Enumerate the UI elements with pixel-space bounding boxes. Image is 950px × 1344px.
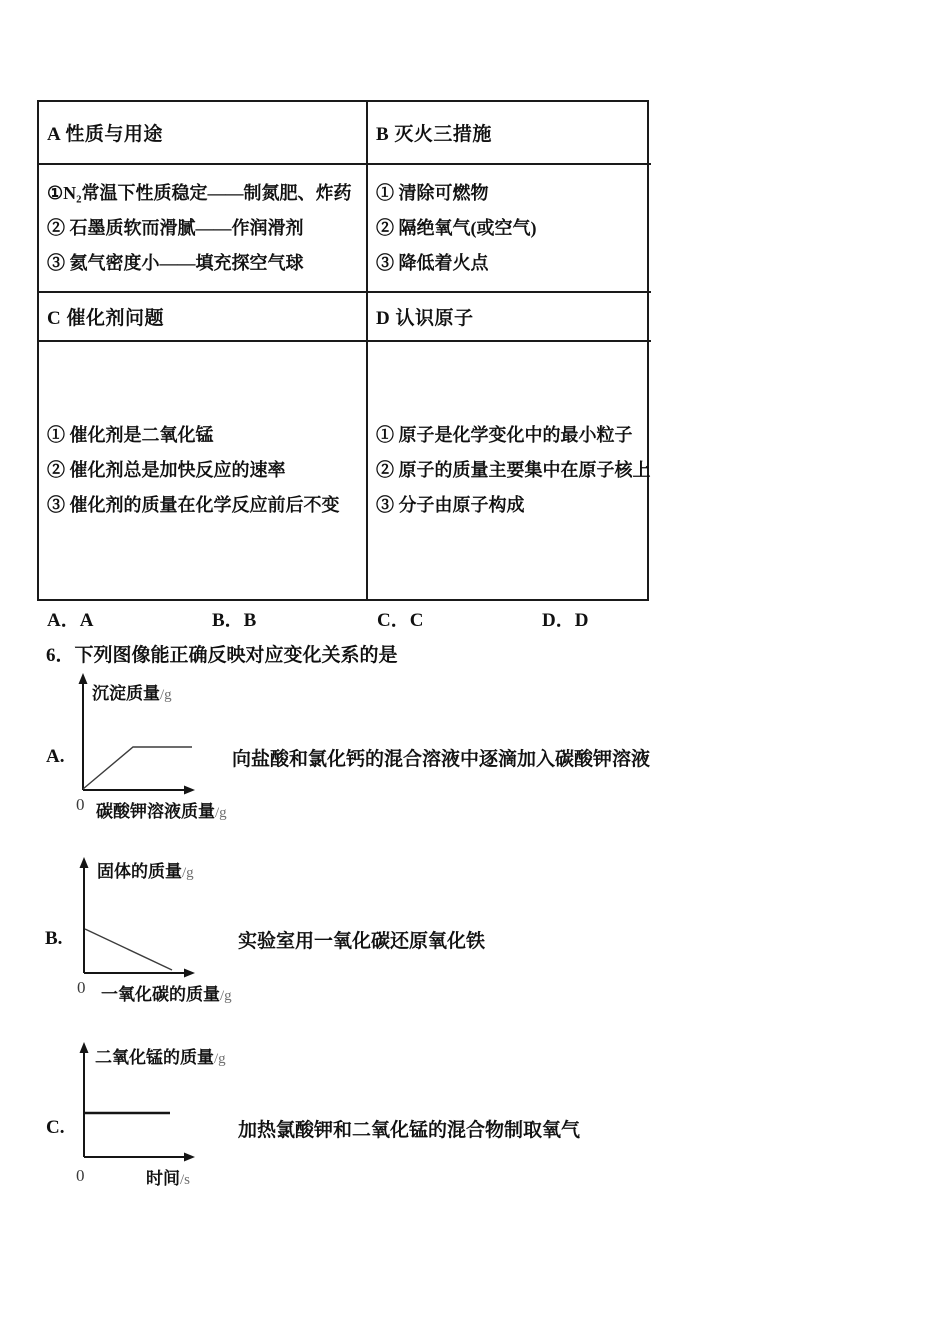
table-cell-a-header — [39, 102, 368, 165]
cell-b-title: B 灭火三措施 — [376, 124, 492, 145]
question5-table — [37, 100, 649, 601]
graph-b-xlabel: 一氧化碳的质量/g — [101, 985, 232, 1004]
graph-a-origin: 0 — [76, 795, 85, 814]
table-cell-d-items — [368, 342, 651, 599]
graph-b-description: 实验室用一氧化碳还原氧化铁 — [238, 931, 486, 952]
question6-stem: 6．下列图像能正确反映对应变化关系的是 — [46, 645, 398, 666]
graph-a-ylabel: 沉淀质量/g — [92, 684, 172, 703]
cell-c-item-3: ③ 催化剂的质量在化学反应前后不变 — [47, 495, 340, 515]
cell-b-item-3: ③ 降低着火点 — [376, 252, 489, 273]
graph-c-letter: C. — [46, 1117, 65, 1138]
graph-c-ylabel: 二氧化锰的质量/g — [95, 1048, 226, 1067]
graph-a-description: 向盐酸和氯化钙的混合溶液中逐滴加入碳酸钾溶液 — [232, 749, 651, 770]
graph-b-ylabel: 固体的质量/g — [97, 862, 194, 881]
graph-c-xlabel: 时间/s — [146, 1169, 191, 1188]
table-cell-b-header — [368, 102, 651, 165]
graph-a-letter: A. — [46, 746, 65, 767]
graph-b-letter: B. — [45, 928, 63, 949]
cell-d-item-3: ③ 分子由原子构成 — [376, 495, 525, 515]
cell-a-item-3: ③ 氦气密度小——填充探空气球 — [47, 252, 304, 273]
graph-c-origin: 0 — [76, 1166, 85, 1185]
cell-a-item-2: ② 石墨质软而滑腻——作润滑剂 — [47, 217, 304, 238]
cell-c-item-2: ② 催化剂总是加快反应的速率 — [47, 460, 286, 480]
cell-b-item-1: ① 清除可燃物 — [376, 182, 489, 203]
table-cell-a-items — [39, 165, 368, 293]
cell-d-title: D 认识原子 — [376, 308, 474, 329]
cell-c-item-1: ① 催化剂是二氧化锰 — [47, 425, 214, 445]
table-cell-b-items — [368, 165, 651, 293]
graph-c-description: 加热氯酸钾和二氧化锰的混合物制取氧气 — [238, 1120, 581, 1141]
option-b: B．B — [212, 610, 257, 631]
cell-c-title: C 催化剂问题 — [47, 308, 164, 329]
cell-a-item-1: ①N₂常温下性质稳定——制氮肥、炸药 — [47, 182, 352, 203]
option-d: D．D — [542, 610, 589, 631]
table-cell-c-header — [39, 293, 368, 342]
table-cell-c-items — [39, 342, 368, 599]
graph-b-origin: 0 — [77, 978, 86, 997]
option-c: C．C — [377, 610, 424, 631]
option-a: A．A — [47, 610, 94, 631]
cell-a-title: A 性质与用途 — [47, 124, 163, 145]
table-cell-d-header — [368, 293, 651, 342]
cell-d-item-1: ① 原子是化学变化中的最小粒子 — [376, 425, 633, 445]
cell-b-item-2: ② 隔绝氧气(或空气) — [376, 217, 537, 238]
graph-a-xlabel: 碳酸钾溶液质量/g — [96, 802, 227, 821]
cell-d-item-2: ② 原子的质量主要集中在原子核上 — [376, 460, 651, 480]
